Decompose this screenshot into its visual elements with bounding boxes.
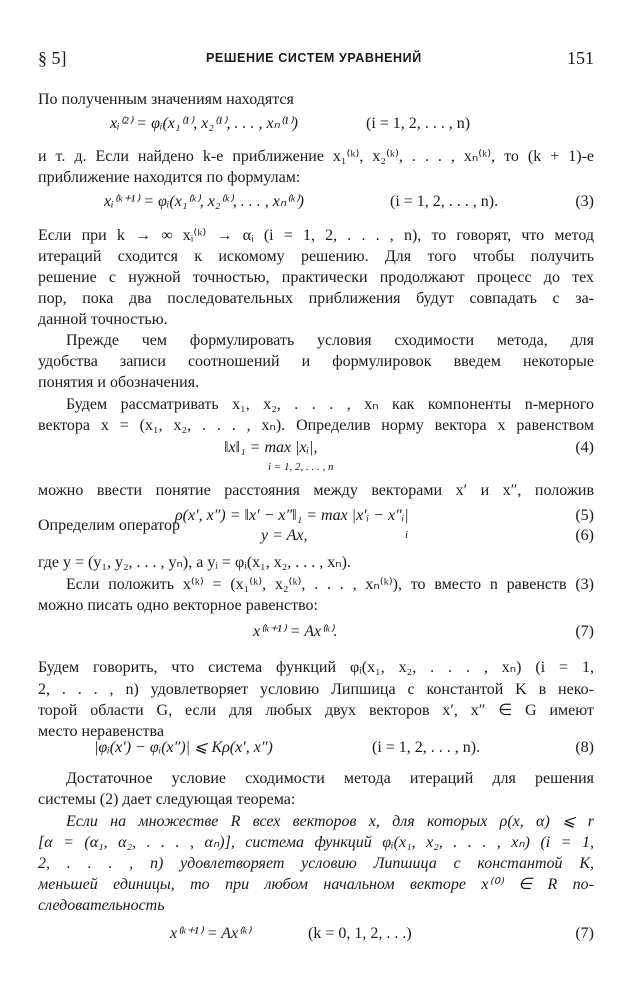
text-line: где y = (y₁, y₂, . . . , yₙ), а yᵢ = φᵢ(x₁, x₂, . . . , xₙ).: [38, 554, 351, 571]
equation-number: (5): [575, 507, 594, 524]
equation-subscript: i = 1, 2, . . . , n: [268, 461, 334, 473]
equation-number: (8): [575, 739, 594, 756]
text-line: Будем говорить, что система функций φᵢ(x₁, x₂, . . . , xₙ) (i = 1,: [38, 659, 594, 676]
equation-formula: |φᵢ(x′) − φᵢ(x″)| ⩽ Kρ(x′, x″): [94, 739, 273, 756]
running-header: [38, 48, 594, 74]
equation-3: [38, 191, 594, 215]
equation-formula: xᵢ⁽²⁾ = φᵢ(x₁⁽¹⁾, x₂⁽¹⁾, . . . , xₙ⁽¹⁾): [110, 115, 298, 132]
text-line: торой области G, если для любых двух векторов x′, x″ ∈ G имеют: [38, 702, 594, 719]
equation-number: (4): [575, 439, 594, 456]
equation-7: [38, 621, 594, 645]
text-line: По полученным значениям находятся: [38, 91, 294, 108]
text-line: можно ввести понятие расстояния между векторами x′ и x″, положив: [38, 482, 594, 499]
theorem-line: меньшей единицы, то при любом начальном векторе x⁽⁰⁾ ∈ R по-: [38, 876, 594, 893]
equation-formula: ρ(x′, x″) = ‖x′ − x″‖₁ = max |x′ᵢ − x″ᵢ|: [175, 507, 409, 524]
text-line: Достаточное условие сходимости метода итераций для решения: [66, 770, 594, 787]
text-line: Прежде чем формулировать условия сходимости метода, для: [66, 332, 594, 349]
text-line: можно писать одно векторное равенство:: [38, 597, 318, 614]
equation-condition: (i = 1, 2, . . . , n).: [390, 193, 499, 210]
equation-condition: (i = 1, 2, . . . , n): [366, 115, 471, 132]
equation-formula: ‖x‖₁ = max |xᵢ|,: [224, 439, 318, 456]
theorem-line: [α = (α₁, α₂, . . . , αₙ)], система функций φᵢ(x₁, x₂, . . . , xₙ) (i = 1,: [38, 834, 594, 851]
equation-7-repeat: [38, 923, 594, 947]
text-line: данной точностью.: [38, 311, 168, 328]
equation-number: (7): [575, 623, 594, 640]
text-line: Будем рассматривать x₁, x₂, . . . , xₙ как компоненты n-мерного: [66, 396, 594, 413]
section-marker: § 5]: [38, 48, 67, 68]
equation-6: [38, 525, 594, 549]
theorem-line: Если на множестве R всех векторов x, для которых ρ(x, α) ⩽ r: [66, 813, 594, 830]
equation-number: (6): [575, 527, 594, 544]
text-line: вектора x = (x₁, x₂, . . . , xₙ). Определив норму вектора x равенством: [38, 417, 594, 434]
equation-formula: x⁽ᵏ⁺¹⁾ = Ax⁽ᵏ⁾.: [253, 623, 338, 640]
text-line: Определим оператор: [38, 517, 181, 534]
text-line: решение с нужной точностью, практически продолжают процесс до тех: [38, 269, 594, 286]
equation-condition: (k = 0, 1, 2, . . .): [308, 925, 412, 942]
text-line: удобства записи соотношений и формулировок введем некоторые: [38, 353, 594, 370]
equation-condition: (i = 1, 2, . . . , n).: [372, 739, 481, 756]
equation-number: (3): [575, 193, 594, 210]
text-line: и т. д. Если найдено k-е приближение x₁⁽ᵏ⁾, x₂⁽ᵏ⁾, . . . , xₙ⁽ᵏ⁾, то (k + 1)-е: [38, 148, 594, 165]
equation-subscript: i: [405, 529, 409, 541]
equation-formula: y = Ax,: [261, 527, 308, 544]
equation-4: [38, 437, 594, 477]
text-line: место неравенства: [38, 723, 164, 740]
equation-formula: x⁽ᵏ⁺¹⁾ = Ax⁽ᵏ⁾: [170, 925, 251, 942]
text-line: системы (2) дает следующая теорема:: [38, 791, 296, 808]
text-line: пор, пока два последовательных приближения будут совпадать с за-: [38, 290, 594, 307]
text-line: 2, . . . , n) удовлетворяет условию Липшица с константой K в неко-: [38, 681, 594, 698]
theorem-line: следовательность: [38, 897, 165, 914]
running-title: РЕШЕНИЕ СИСТЕМ УРАВНЕНИЙ: [206, 51, 422, 65]
theorem-line: 2, . . . , n) удовлетворяет условию Липшица с константой K,: [38, 855, 594, 872]
text-line: приближение находится по формулам:: [38, 169, 301, 186]
equation-8: [38, 737, 594, 761]
equation-number: (7): [575, 925, 594, 942]
text-line: Если положить x⁽ᵏ⁾ = (x₁⁽ᵏ⁾, x₂⁽ᵏ⁾, . . . , xₙ⁽ᵏ⁾), то вместо n равенств (3): [66, 576, 594, 593]
equation-formula: xᵢ⁽ᵏ⁺¹⁾ = φᵢ(x₁⁽ᵏ⁾, x₂⁽ᵏ⁾, . . . , xₙ⁽ᵏ⁾): [104, 193, 304, 210]
equation-iteration-step: [38, 113, 594, 137]
text-line: понятия и обозначения.: [38, 374, 200, 391]
text-line: Если при k → ∞ xᵢ⁽ᵏ⁾ → αᵢ (i = 1, 2, . . . , n), то говорят, что метод: [38, 227, 594, 244]
text-line: итераций сходится к искомому решению. Для того чтобы получить: [38, 248, 594, 265]
page-number: 151: [567, 48, 594, 68]
